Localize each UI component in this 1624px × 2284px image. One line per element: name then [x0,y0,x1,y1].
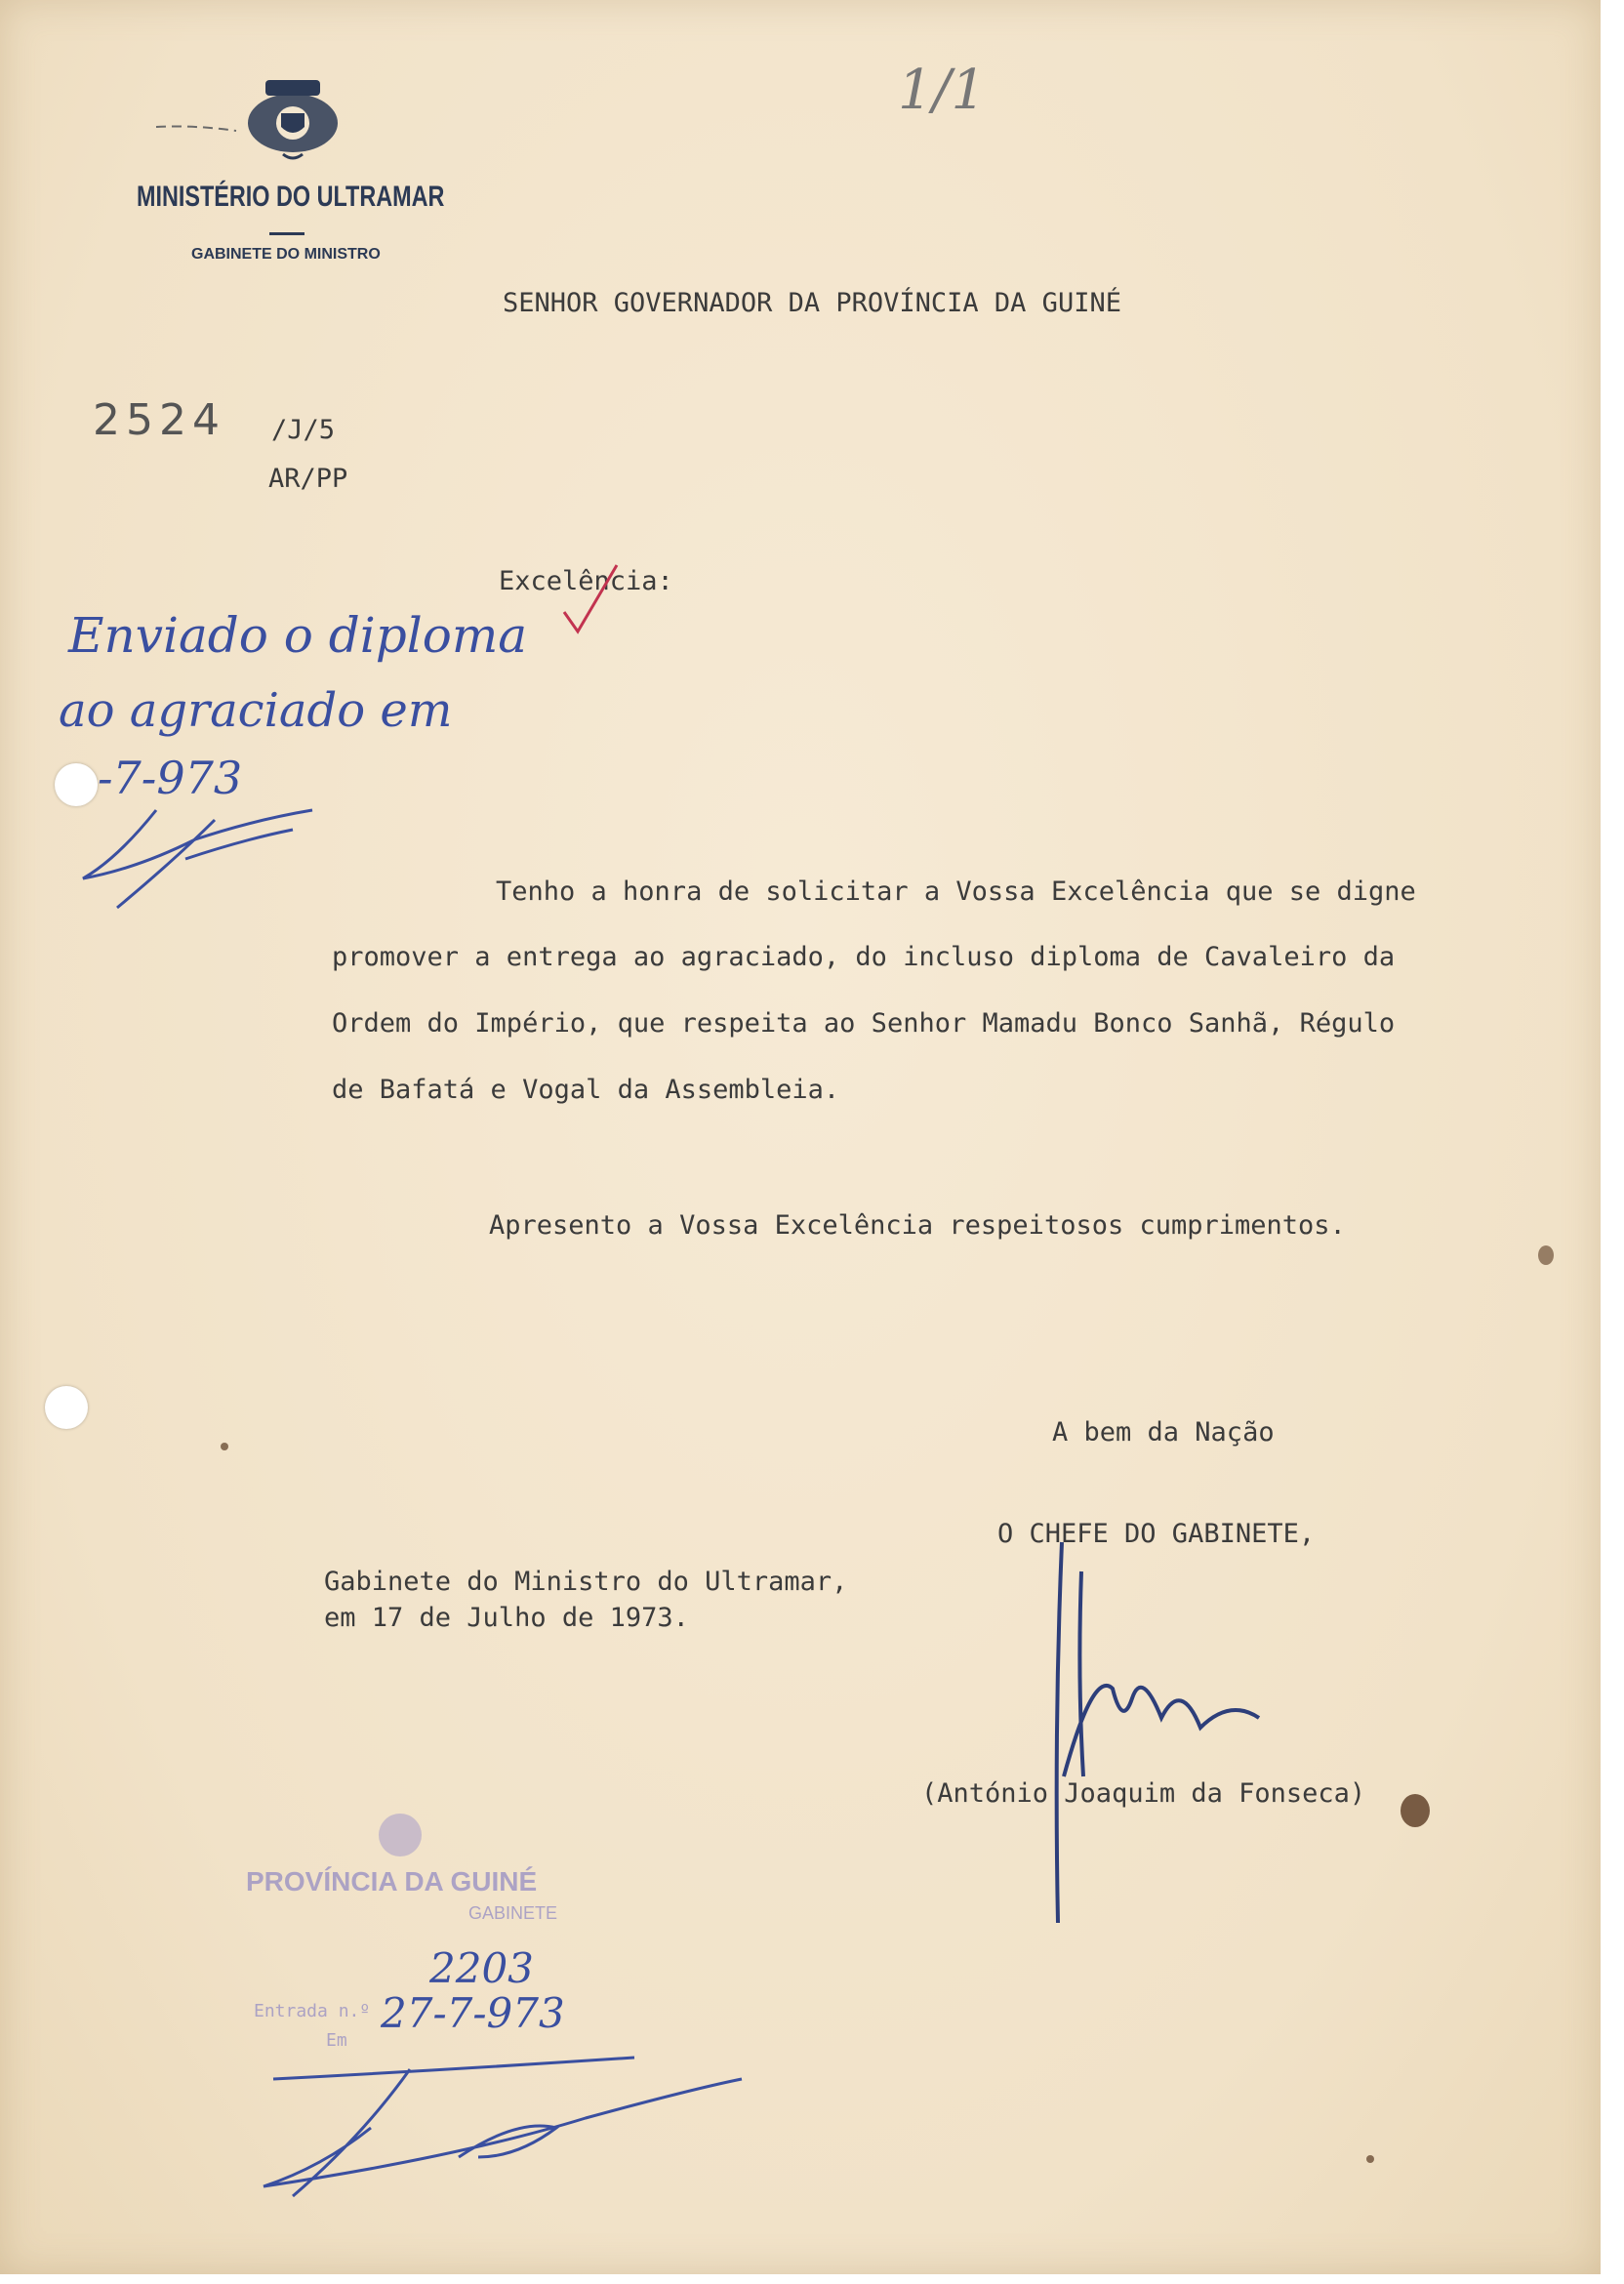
stain [1401,1794,1430,1827]
closing-title: O CHEFE DO GABINETE, [997,1519,1316,1549]
cabinet-name: GABINETE DO MINISTRO [191,246,381,263]
stamp-crest [371,1806,429,1864]
stamp-org: PROVÍNCIA DA GUINÉ [246,1866,538,1897]
punch-hole-top [55,763,98,806]
body-paragraph-1-line-2: promover a entrega ao agraciado, do incluso diploma de Cavaleiro da [332,942,1396,972]
letterhead-divider [269,232,304,235]
addressee: SENHOR GOVERNADOR DA PROVÍNCIA DA GUINÉ [503,288,1121,318]
coat-of-arms-emblem [156,76,371,164]
annotation-line-1: Enviado o diploma [68,607,528,664]
red-checkmark [556,561,625,639]
body-paragraph-1-line-1: Tenho a honra de solicitar a Vossa Excelência que se digne [496,877,1416,907]
stain [1366,2155,1374,2163]
stamp-entry-label: Entrada n.º [254,2001,371,2021]
body-paragraph-2: Apresento a Vossa Excelência respeitosos cumprimentos. [489,1210,1346,1241]
signatory-name: (António Joaquim da Fonseca) [921,1778,1366,1809]
annotation-line-3: -7-973 [98,752,243,804]
stamp-date: 27-7-973 [381,1989,565,2037]
folio-mark: 1/1 [898,59,987,122]
stamp-signature [264,2050,751,2225]
body-paragraph-1-line-4: de Bafatá e Vogal da Assembleia. [332,1075,840,1105]
stamp-date-label: Em [326,2030,347,2051]
annotation-signature [78,800,332,908]
stain [221,1443,228,1450]
punch-hole-bottom [45,1386,88,1429]
official-signature [1035,1532,1347,1923]
reference-initials: AR/PP [268,464,348,494]
reference-number: 2524 [93,395,225,445]
stamp-dept: GABINETE [468,1903,558,1923]
body-paragraph-1-line-3: Ordem do Império, que respeita ao Senhor Mamadu Bonco Sanhã, Régulo [332,1008,1396,1039]
stamp-entry-number: 2203 [429,1944,534,1992]
reference-suffix: /J/5 [271,415,336,445]
ministry-name: MINISTÉRIO DO ULTRAMAR [137,181,445,213]
closing-motto: A bem da Nação [1052,1417,1275,1448]
annotation-line-2: ao agraciado em [59,683,453,738]
date-line: em 17 de Julho de 1973. [324,1603,689,1633]
salutation: Excelência: [499,566,673,596]
stain [1538,1245,1554,1265]
received-stamp [234,1806,644,2050]
place-line: Gabinete do Ministro do Ultramar, [324,1567,848,1597]
